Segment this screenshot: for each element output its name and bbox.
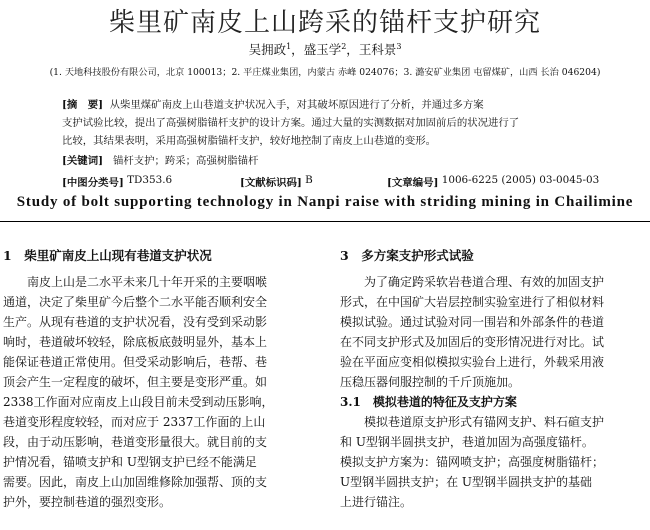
body-line: 南皮上山是二水平未来几十年开采的主要咽喉 (3, 275, 268, 289)
article-id-value: 1006-6225 (2005) 03-0045-03 (441, 174, 600, 186)
left-column (3, 246, 321, 512)
body-line: 护外，要控制巷道的强烈变形。 (3, 495, 172, 509)
author-name: 盛玉学 (303, 42, 342, 57)
article-id (387, 174, 600, 189)
body-line: 压稳压器伺服控制的千斤顶施加。 (340, 375, 521, 389)
abstract-text: 从柴里煤矿南皮上山巷道支护状况入手，对其破坏原因进行了分析，并通过多方案 (109, 99, 484, 111)
clc-number (62, 174, 173, 189)
body-line: 响时，巷道破坏较轻，除底板底鼓明显外，基本上 (3, 335, 268, 349)
abstract-line (62, 96, 622, 114)
author-separator: ， (291, 42, 304, 57)
section-divider (0, 221, 650, 222)
section-heading-3: 3 多方案支护形式试验 (340, 248, 474, 263)
body-line: 模拟支护方案为：锚网喷支护；高强度树脂锚杆； (340, 455, 605, 469)
author-affil-mark: 3 (396, 41, 402, 51)
author-list (0, 40, 650, 58)
body-line: 通道，决定了柴里矿今后整个二水平能否顺利安全 (3, 295, 268, 309)
body-line: 模拟巷道原支护形式有锚网支护、料石碹支护 (340, 415, 605, 429)
keywords-label: [关键词] (62, 155, 104, 167)
body-line: 形式，在中国矿大岩层控制实验室进行了相似材料 (340, 295, 605, 309)
body-line: 护情况看，锚喷支护和 U型钢支护已经不能满足 (3, 455, 257, 469)
body-line: U型钢半圆拱支护；在 U型钢半圆拱支护的基础 (340, 475, 593, 489)
english-title: Study of bolt supporting technology in Nanpi raise with striding mining in Chailimine (16, 194, 634, 210)
author-affil-mark: 1 (286, 41, 292, 51)
body-line: 段，由于动压影响，巷道变形量很大。就目前的支 (3, 435, 268, 449)
body-line: 和 U型钢半圆拱支护，巷道加固为高强度锚杆。 (340, 435, 594, 449)
doc-code (240, 174, 313, 189)
body-line: 2338工作面对应南皮上山段目前未受到动压影响， (3, 395, 274, 409)
body-line: 需要。因此，南皮上山加固维修除加强帮、顶的支 (3, 475, 268, 489)
abstract-line: 支护试验比较，提出了高强树脂锚杆支护的设计方案。通过大量的实测数据对加固前后的状况进行了 (62, 117, 520, 129)
body-line: 在不同支护形式及加固后的变形情况进行对比。试 (340, 335, 605, 349)
author-affil-mark: 2 (341, 41, 347, 51)
body-line: 巷道变形程度较轻，而对应于 2337工作面的上山 (3, 415, 266, 429)
body-line: 能保证巷道正常使用。但受采动影响后，巷帮、巷 (3, 355, 268, 369)
body-line: 生产。从现有巷道的支护状况看，没有受到采动影 (3, 315, 268, 329)
clc-label: [中图分类号] (62, 177, 124, 189)
affiliations: (1. 天地科技股份有限公司，北京 100013；2. 平庄煤业集团，内蒙古 赤峰 024076；3. 潞安矿业集团 屯留煤矿，山西 长治 046204) (49, 67, 601, 78)
abstract-label: [摘 要] (62, 99, 104, 111)
doc-code-label: [文献标识码] (240, 177, 302, 189)
section-heading-1: 1 柴里矿南皮上山现有巷道支护状况 (3, 248, 212, 263)
subsection-heading-3-1: 3.1 模拟巷道的特征及支护方案 (340, 395, 517, 409)
doc-code-value: B (305, 174, 313, 186)
keywords-text: 锚杆支护；跨采；高强树脂锚杆 (112, 155, 259, 167)
keywords-line (62, 152, 622, 170)
right-column (340, 246, 645, 512)
article-id-label: [文章编号] (387, 177, 439, 189)
author-name: 吴拥政 (248, 42, 287, 57)
body-line: 上进行锚注。 (340, 495, 413, 509)
abstract-line: 比较，其结果表明，采用高强树脂锚杆支护，较好地控制了南皮上山巷道的变形。 (62, 135, 437, 147)
body-line: 模拟试验。通过试验对同一围岩和外部条件的巷道 (340, 315, 605, 329)
clc-value: TD353.6 (127, 174, 173, 186)
author-name: 王科景 (358, 42, 397, 57)
paper-title: 柴里矿南皮上山跨采的锚杆支护研究 (108, 8, 541, 38)
author-separator: ， (346, 42, 359, 57)
body-line: 为了确定跨采软岩巷道合理、有效的加固支护 (340, 275, 605, 289)
body-line: 验在平面应变相似模拟实验台上进行，外载采用液 (340, 355, 605, 369)
body-line: 顶会产生一定程度的破坏，但主要是变形严重。如 (3, 375, 268, 389)
